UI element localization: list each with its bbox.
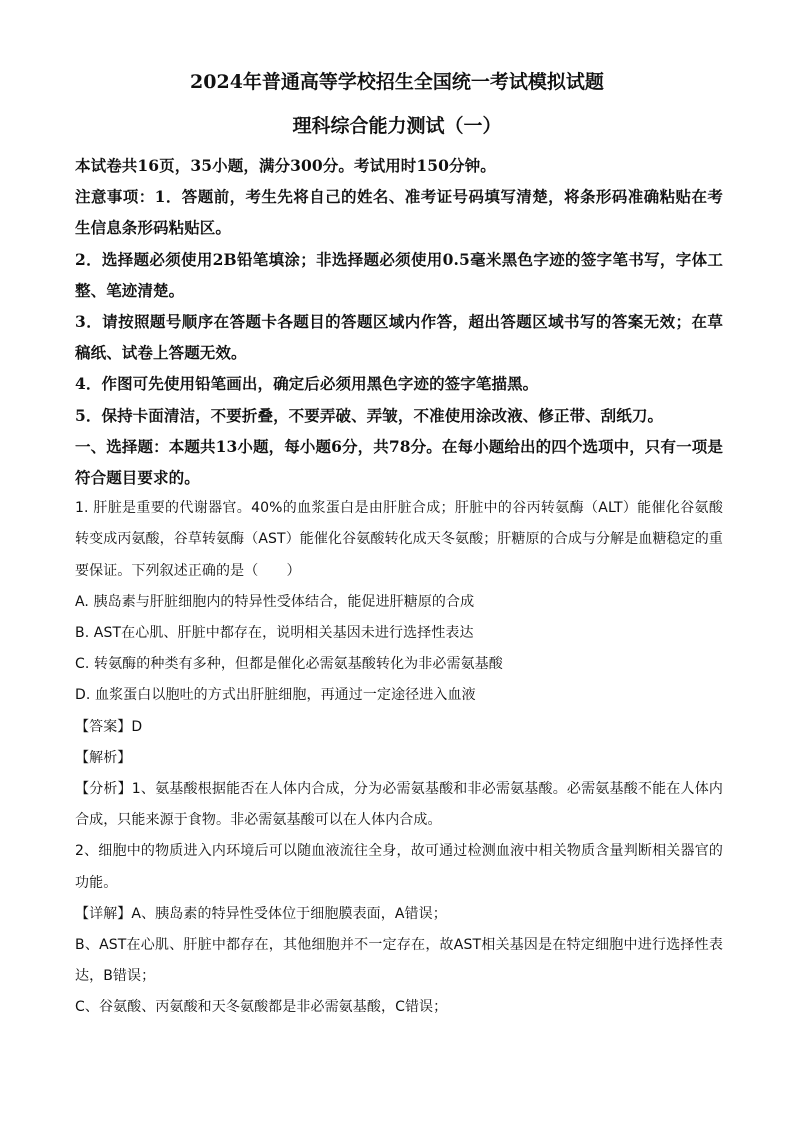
question-1-option-d: D. 血浆蛋白以胞吐的方式出肝脏细胞，再通过一定途径进入血液	[75, 687, 476, 704]
analysis-paragraph-2: 2、细胞中的物质进入内环境后可以随血液流往全身，故可通过检测血液中相关物质含量判断相关器官的功能。	[75, 843, 723, 891]
instruction-4: 4．作图可先使用铅笔画出，确定后必须用黑色字迹的签字笔描黑。	[75, 374, 539, 394]
exam-subtitle: 理科综合能力测试（一）	[292, 115, 502, 137]
exam-content	[75, 150, 723, 1024]
analysis-detail-b: B、AST在心肌、肝脏中都存在，其他细胞并不一定存在，故AST相关基因是在特定细胞中进行选择性表达，B错误；	[75, 937, 723, 985]
instruction-1: 注意事项：1．答题前，考生先将自己的姓名、准考证号码填写清楚，将条形码准确粘贴在考生信息条形码粘贴区。	[75, 187, 723, 238]
exam-title: 2024年普通高等学校招生全国统一考试模拟试题	[190, 71, 604, 93]
instruction-2: 2．选择题必须使用2B铅笔填涂；非选择题必须使用0.5毫米黑色字迹的签字笔书写，字体工整、笔迹清楚。	[75, 249, 723, 300]
question-1-answer: 【答案】D	[75, 718, 143, 735]
question-1-option-a: A. 胰岛素与肝脏细胞内的特异性受体结合，能促进肝糖原的合成	[75, 593, 475, 610]
question-1-stem: 1. 肝脏是重要的代谢器官。40%的血浆蛋白是由肝脏合成；肝脏中的谷丙转氨酶（ALT）能催化谷氨酸转变成丙氨酸，谷草转氨酶（AST）能催化谷氨酸转化成天冬氨酸；肝糖原的合成与分解是血糖稳定的重要保证。下列叙述正确的是（ ）	[75, 500, 723, 579]
analysis-paragraph-1: 【分析】1、氨基酸根据能否在人体内合成，分为必需氨基酸和非必需氨基酸。必需氨基酸不能在人体内合成，只能来源于食物。非必需氨基酸可以在人体内合成。	[75, 781, 723, 829]
analysis-detail-c: C、谷氨酸、丙氨酸和天冬氨酸都是非必需氨基酸，C错误；	[75, 999, 448, 1016]
question-1-analysis-heading: 【解析】	[75, 749, 132, 766]
question-1-option-b: B. AST在心肌、肝脏中都存在，说明相关基因未进行选择性表达	[75, 625, 474, 642]
analysis-detail-a: 【详解】A、胰岛素的特异性受体位于细胞膜表面，A错误；	[75, 905, 447, 922]
instruction-5: 5．保持卡面清洁，不要折叠，不要弄破、弄皱，不准使用涂改液、修正带、刮纸刀。	[75, 405, 664, 425]
instruction-3: 3．请按照题号顺序在答题卡各题目的答题区域内作答，超出答题区域书写的答案无效；在草稿纸、试卷上答题无效。	[75, 312, 723, 363]
section-heading: 一、选择题：本题共13小题，每小题6分，共78分。在每小题给出的四个选项中，只有一项是符合题目要求的。	[75, 436, 723, 488]
question-1-option-c: C. 转氨酶的种类有多种，但都是催化必需氨基酸转化为非必需氨基酸	[75, 656, 503, 673]
instruction-paper-info: 本试卷共16页，35小题，满分300分。考试用时150分钟。	[75, 156, 496, 175]
